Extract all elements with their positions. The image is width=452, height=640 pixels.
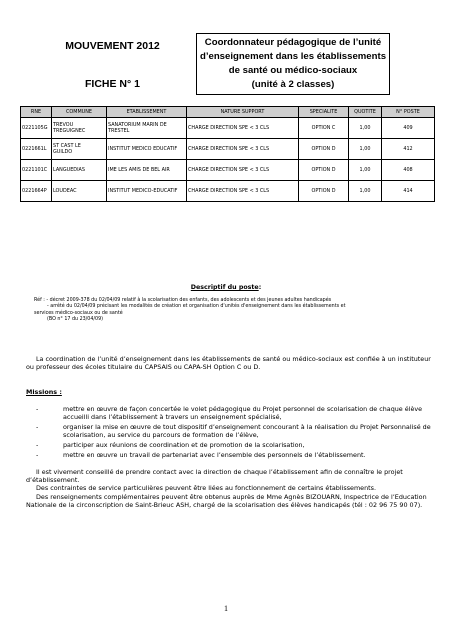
- intro-paragraph: [26, 355, 431, 371]
- cell-quotite: 1,00: [349, 181, 382, 202]
- cell-specialite: OPTION D: [299, 160, 349, 181]
- cell-etablissement: IME LES AMIS DE BEL AIR: [107, 160, 187, 181]
- mission-text: organiser la mise en œuvre de tout dispositif d’enseignement concourant à la réalisation du Projet Personnalisé de scolarisation, au service du parcours de formation de l’élève,: [63, 422, 431, 440]
- list-item: - participer aux réunions de coordination et de promotion de la scolarisation,: [36, 440, 305, 449]
- reference-line: services médico-sociaux ou de santé: [34, 310, 123, 316]
- cell-poste: 414: [382, 181, 435, 202]
- movement-title: MOUVEMENT 2012: [65, 40, 160, 52]
- cell-quotite: 1,00: [349, 139, 382, 160]
- header-left: [30, 38, 195, 90]
- descriptif-heading: [0, 284, 452, 291]
- fiche-number: FICHE N° 1: [85, 78, 140, 90]
- posts-table: [20, 106, 435, 202]
- cell-commune: ST CAST LE GUILDO: [52, 139, 107, 160]
- cell-etablissement: INSTITUT MEDICO-EDUCATIF: [107, 181, 187, 202]
- cell-rne: 0221101C: [21, 160, 52, 181]
- closing-line: Des renseignements complémentaires peuvent être obtenus auprès de Mme Agnès BIZOUARN, Inspectrice de l’Education Nationale de la circonscription de Saint-Brieuc ASH, chargé de la scolarisation des élèves handicapés (tél : 02 96 75 90 07).: [26, 492, 427, 509]
- position-title-box: [196, 33, 390, 95]
- cell-rne: 0221661L: [21, 139, 52, 160]
- cell-etablissement: INSTITUT MEDICO EDUCATIF: [107, 139, 187, 160]
- mission-text: mettre en œuvre un travail de partenariat avec l’ensemble des personnels de l’établissement.: [63, 450, 366, 459]
- closing-line: Il est vivement conseillé de prendre contact avec la direction de chaque l’établissement afin de connaître le projet d’établissement.: [26, 468, 403, 485]
- cell-specialite: OPTION C: [299, 118, 349, 139]
- list-item: - mettre en œuvre un travail de partenariat avec l’ensemble des personnels de l’établissement.: [36, 450, 366, 459]
- cell-poste: 408: [382, 160, 435, 181]
- closing-line: Des contraintes de service particulières peuvent être liées au fonctionnement de certains établissements.: [36, 484, 377, 493]
- list-item: - organiser la mise en œuvre de tout dispositif d’enseignement concourant à la réalisation du Projet Personnalisé de scolarisation, au service du parcours de formation de l’élève,: [36, 422, 431, 440]
- cell-poste: 409: [382, 118, 435, 139]
- descriptif-title: Descriptif du poste: [190, 284, 259, 291]
- table-row: [21, 181, 435, 202]
- col-header-commune: COMMUNE: [52, 107, 107, 118]
- cell-commune: LANGUEDIAS: [52, 160, 107, 181]
- references-block: [34, 298, 429, 324]
- cell-commune: LOUDEAC: [52, 181, 107, 202]
- cell-rne: 0221105G: [21, 118, 52, 139]
- intro-text: La coordination de l’unité d’enseignement dans les établissements de santé ou médico-sociaux est confiée à un instituteur ou professeur des écoles titulaire du CAPSAIS ou CAPA-SH Option C ou D.: [26, 355, 431, 372]
- cell-quotite: 1,00: [349, 160, 382, 181]
- cell-specialite: OPTION D: [299, 181, 349, 202]
- closing-paragraph: [26, 468, 431, 509]
- col-header-rne: RNE: [21, 107, 52, 118]
- col-header-etablissement: ETABLISSEMENT: [107, 107, 187, 118]
- mission-text: participer aux réunions de coordination et de promotion de la scolarisation,: [63, 440, 305, 449]
- cell-etablissement: SANATORIUM MARIN DE TRESTEL: [107, 118, 187, 139]
- col-header-specialite: SPECIALITE: [299, 107, 349, 118]
- col-header-poste: N° POSTE: [382, 107, 435, 118]
- cell-nature-support: CHARGE DIRECTION SPE < 3 CLS: [187, 181, 299, 202]
- cell-rne: 0221664P: [21, 181, 52, 202]
- table-row: [21, 160, 435, 181]
- cell-poste: 412: [382, 139, 435, 160]
- missions-heading: Missions :: [26, 388, 62, 396]
- cell-nature-support: CHARGE DIRECTION SPE < 3 CLS: [187, 139, 299, 160]
- col-header-quotite: QUOTITE: [349, 107, 382, 118]
- cell-commune: TREVOU TREGUIGNEC: [52, 118, 107, 139]
- reference-line: (BO n° 17 du 23/04/09): [47, 317, 103, 323]
- reference-line: - arrêté du 02/04/09 précisant les modalités de création et organisation d'unités d'enseignement dans les établissements et: [47, 304, 346, 310]
- cell-specialite: OPTION D: [299, 139, 349, 160]
- table-row: [21, 139, 435, 160]
- missions-list: [26, 405, 431, 460]
- position-title-line-1: Coordonnateur pédagogique de l’unité: [204, 37, 382, 48]
- cell-nature-support: CHARGE DIRECTION SPE < 3 CLS: [187, 160, 299, 181]
- position-title-line-4: (unité à 2 classes): [251, 79, 335, 90]
- cell-quotite: 1,00: [349, 118, 382, 139]
- descriptif-colon: :: [258, 284, 262, 291]
- col-header-nature-support: NATURE SUPPORT: [187, 107, 299, 118]
- position-title-line-2: d’enseignement dans les établissements: [199, 51, 387, 62]
- cell-nature-support: CHARGE DIRECTION SPE < 3 CLS: [187, 118, 299, 139]
- position-title-line-3: de santé ou médico-sociaux: [228, 65, 358, 76]
- table-row: [21, 118, 435, 139]
- mission-text: mettre en œuvre de façon concertée le volet pédagogique du Projet personnel de scolarisation de chaque élève accueilli dans l’établissement à travers un enseignement spécialisé,: [63, 405, 423, 422]
- list-item: - mettre en œuvre de façon concertée le volet pédagogique du Projet personnel de scolarisation de chaque élève accueilli dans l’établissement à travers un enseignement spécialisé,: [36, 405, 423, 422]
- reference-line: Réf : - décret 2009-378 du 02/04/09 relatif à la scolarisation des enfants, des adolescents et des jeunes adultes handicapés: [34, 298, 332, 303]
- page-number: 1: [224, 604, 228, 613]
- table-header-row: [21, 107, 435, 118]
